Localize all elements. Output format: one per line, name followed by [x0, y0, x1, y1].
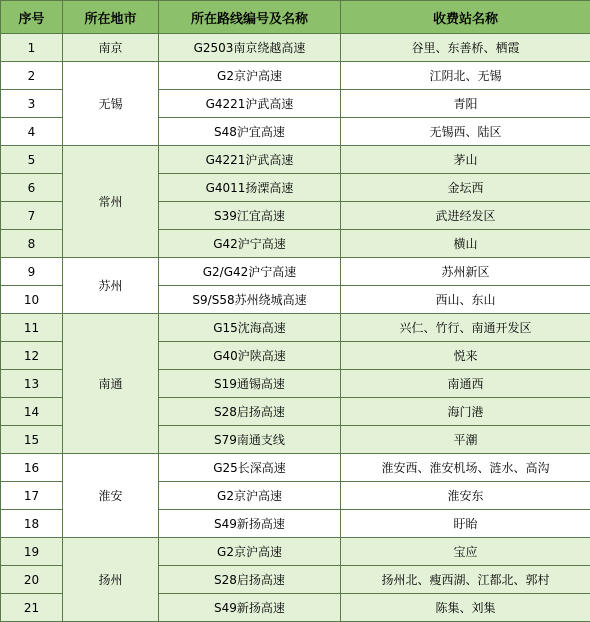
header-no: 序号	[1, 1, 63, 34]
road-cell: S49新扬高速	[159, 510, 341, 538]
row-number: 10	[1, 286, 63, 314]
table-row	[1, 454, 590, 482]
station-cell: 海门港	[341, 398, 590, 426]
city-cell: 苏州	[63, 258, 159, 314]
row-number: 4	[1, 118, 63, 146]
station-cell: 横山	[341, 230, 590, 258]
station-cell: 无锡西、陆区	[341, 118, 590, 146]
road-cell: G40沪陕高速	[159, 342, 341, 370]
station-cell: 江阴北、无锡	[341, 62, 590, 90]
road-cell: G2京沪高速	[159, 62, 341, 90]
row-number: 1	[1, 34, 63, 62]
road-cell: S39江宜高速	[159, 202, 341, 230]
header-road: 所在路线编号及名称	[159, 1, 341, 34]
station-cell: 平潮	[341, 426, 590, 454]
header-city: 所在地市	[63, 1, 159, 34]
row-number: 18	[1, 510, 63, 538]
row-number: 3	[1, 90, 63, 118]
city-cell: 淮安	[63, 454, 159, 538]
row-number: 15	[1, 426, 63, 454]
station-cell: 悦来	[341, 342, 590, 370]
road-cell: G2/G42沪宁高速	[159, 258, 341, 286]
row-number: 7	[1, 202, 63, 230]
station-cell: 谷里、东善桥、栖霞	[341, 34, 590, 62]
road-cell: G2503南京绕越高速	[159, 34, 341, 62]
row-number: 8	[1, 230, 63, 258]
row-number: 19	[1, 538, 63, 566]
road-cell: S19通锡高速	[159, 370, 341, 398]
row-number: 12	[1, 342, 63, 370]
road-cell: S48沪宜高速	[159, 118, 341, 146]
table-row	[1, 314, 590, 342]
road-cell: G2京沪高速	[159, 482, 341, 510]
row-number: 6	[1, 174, 63, 202]
station-cell: 宝应	[341, 538, 590, 566]
row-number: 5	[1, 146, 63, 174]
road-cell: G25长深高速	[159, 454, 341, 482]
road-cell: S79南通支线	[159, 426, 341, 454]
station-cell: 茅山	[341, 146, 590, 174]
row-number: 16	[1, 454, 63, 482]
header-station: 收费站名称	[341, 1, 590, 34]
city-cell: 南京	[63, 34, 159, 62]
station-cell: 淮安西、淮安机场、涟水、高沟	[341, 454, 590, 482]
station-cell: 青阳	[341, 90, 590, 118]
row-number: 17	[1, 482, 63, 510]
road-cell: S9/S58苏州绕城高速	[159, 286, 341, 314]
station-cell: 盱眙	[341, 510, 590, 538]
station-cell: 扬州北、瘦西湖、江都北、郭村	[341, 566, 590, 594]
station-cell: 南通西	[341, 370, 590, 398]
station-cell: 金坛西	[341, 174, 590, 202]
road-cell: G4221沪武高速	[159, 90, 341, 118]
table-row	[1, 34, 590, 62]
road-cell: G15沈海高速	[159, 314, 341, 342]
table-row	[1, 538, 590, 566]
station-cell: 武进经发区	[341, 202, 590, 230]
table-row	[1, 146, 590, 174]
row-number: 9	[1, 258, 63, 286]
road-cell: S49新扬高速	[159, 594, 341, 622]
row-number: 14	[1, 398, 63, 426]
row-number: 2	[1, 62, 63, 90]
table-row	[1, 62, 590, 90]
station-cell: 苏州新区	[341, 258, 590, 286]
station-cell: 淮安东	[341, 482, 590, 510]
row-number: 13	[1, 370, 63, 398]
city-cell: 扬州	[63, 538, 159, 622]
table-body	[1, 34, 590, 622]
table-row	[1, 258, 590, 286]
station-cell: 兴仁、竹行、南通开发区	[341, 314, 590, 342]
row-number: 20	[1, 566, 63, 594]
city-cell: 常州	[63, 146, 159, 258]
road-cell: G2京沪高速	[159, 538, 341, 566]
road-cell: G4011扬溧高速	[159, 174, 341, 202]
row-number: 11	[1, 314, 63, 342]
row-number: 21	[1, 594, 63, 622]
station-cell: 陈集、刘集	[341, 594, 590, 622]
road-cell: G42沪宁高速	[159, 230, 341, 258]
station-cell: 西山、东山	[341, 286, 590, 314]
city-cell: 无锡	[63, 62, 159, 146]
header-row	[1, 1, 590, 34]
road-cell: S28启扬高速	[159, 398, 341, 426]
road-cell: S28启扬高速	[159, 566, 341, 594]
city-cell: 南通	[63, 314, 159, 454]
road-cell: G4221沪武高速	[159, 146, 341, 174]
